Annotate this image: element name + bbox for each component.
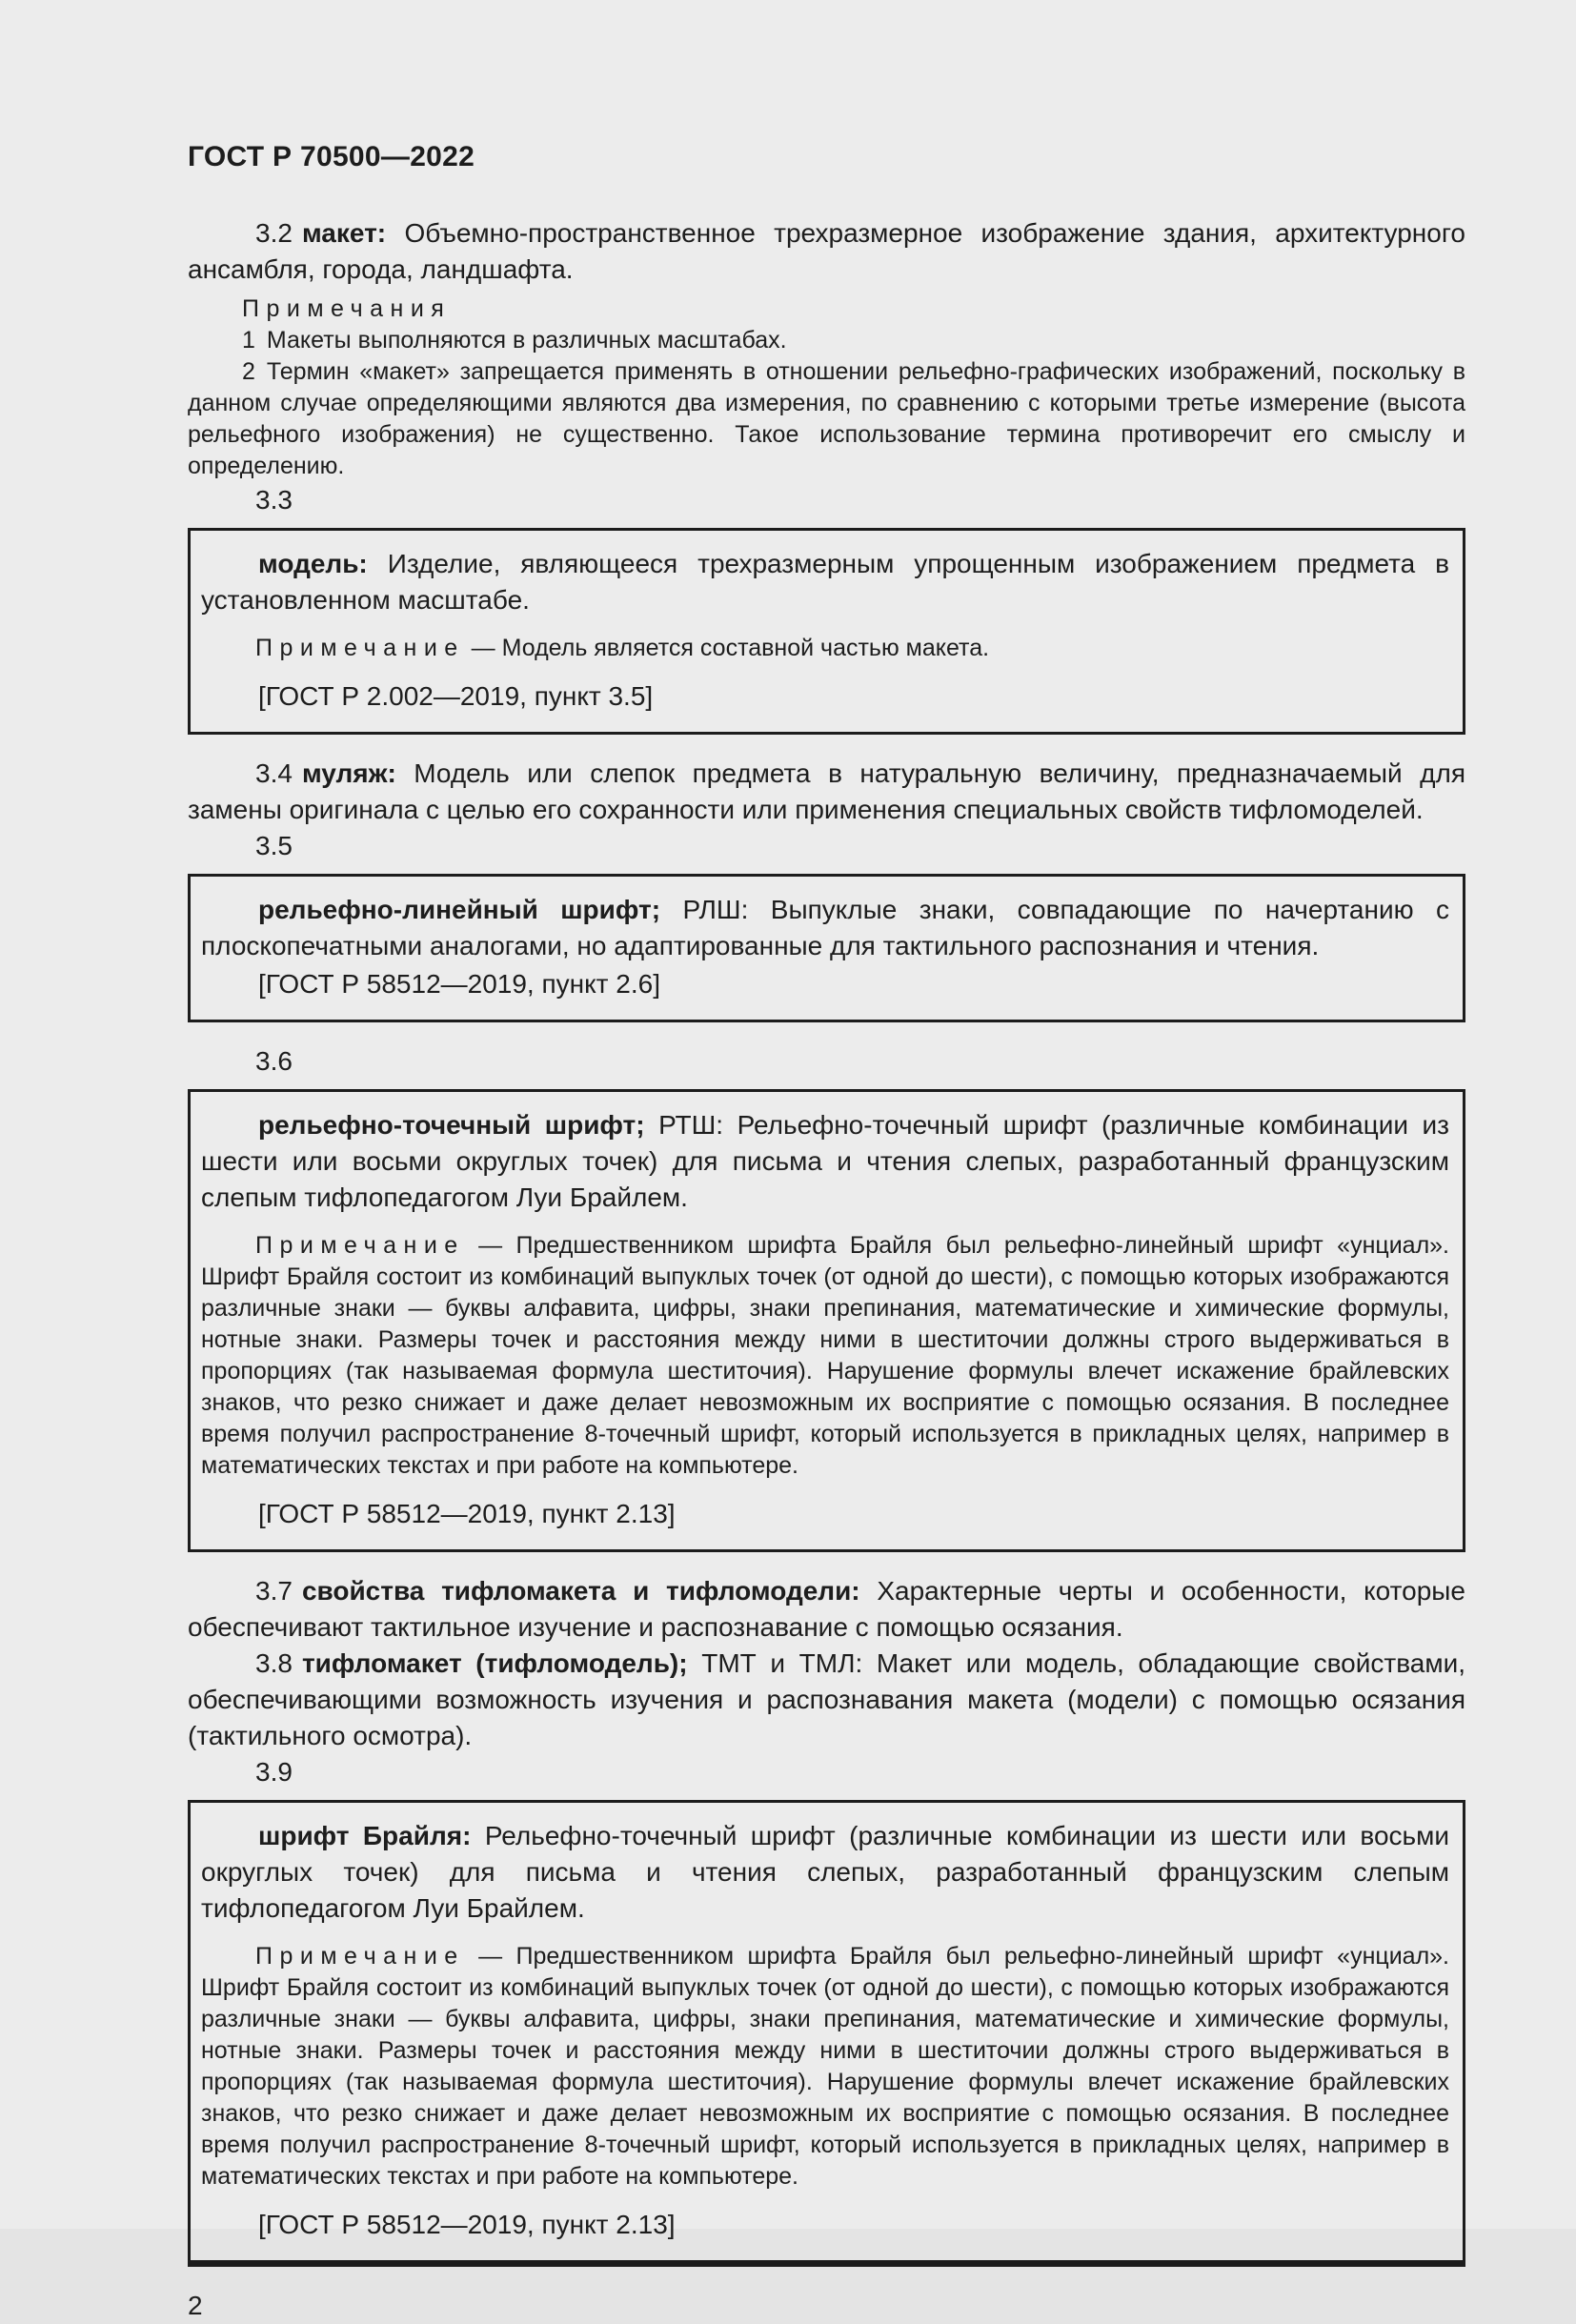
- page-number: 2: [188, 2291, 203, 2320]
- definition-model: [201, 546, 1449, 618]
- note-number: 1: [242, 327, 255, 354]
- term-tiflomaket: тифломакет (тифломодель);: [301, 1648, 688, 1678]
- note-label: Примечание: [255, 635, 465, 661]
- clause-number-3-9: 3.9: [255, 1757, 293, 1787]
- clause-definition: Характерные черты и особенности, которые обеспечивают тактильное изучение и распознавание с помощью осязания.: [188, 1576, 1465, 1642]
- source-reference: [ГОСТ Р 2.002—2019, пункт 3.5]: [258, 681, 654, 711]
- definition-text: Выпуклые знаки, совпадающие по начертанию с плоскопечатными аналогами, но адаптированные для тактильного распознания и чтения.: [201, 895, 1449, 960]
- note-dash: —: [478, 1943, 503, 1970]
- clause-definition: Объемно-пространственное трехразмерное изображение здания, архитектурного ансамбля, города, ландшафта.: [188, 218, 1465, 284]
- source-reference: [ГОСТ Р 58512—2019, пункт 2.13]: [258, 2210, 676, 2239]
- term-braille-font: шрифт Брайля:: [258, 1821, 472, 1850]
- note-dash: —: [478, 1232, 503, 1259]
- clause-3-2: [188, 215, 1465, 288]
- clause-number-3-3: 3.3: [255, 485, 293, 515]
- definition-text: Рельефно-точечный шрифт (различные комбинации из шести или восьми округлых точек) для письма и чтения слепых, разработанный французским слепым тифлопедагогом Луи Брайлем.: [201, 1110, 1450, 1212]
- term-model: модель:: [258, 549, 368, 578]
- note-item-1: [188, 325, 1465, 356]
- note-number: 2: [242, 358, 255, 385]
- note-text: Макеты выполняются в различных масштабах.: [266, 327, 787, 354]
- clause-number-3-6: 3.6: [255, 1046, 293, 1076]
- term-relief-dot-font: рельефно-точечный шрифт;: [258, 1110, 645, 1140]
- note-label: Примечание: [255, 1943, 465, 1970]
- note-text: Термин «макет» запрещается применять в отношении рельефно-графических изображений, поскольку в данном случае определяющими являются два измерения, по сравнению с которыми третье измерение (высота рельефного изображения) не существенно. Такое использование термина противоречит его смыслу и определению.: [188, 358, 1465, 479]
- source-reference: [ГОСТ Р 58512—2019, пункт 2.6]: [258, 969, 660, 999]
- clause-number: 3.7: [255, 1576, 293, 1606]
- note-text: Модель является составной частью макета.: [501, 635, 990, 661]
- boxed-definition-relief-dot-font: [188, 1089, 1465, 1552]
- box-note: [201, 1941, 1449, 2193]
- box-note: [201, 1230, 1449, 1482]
- clause-number-3-5: 3.5: [255, 831, 293, 860]
- note-text: Предшественником шрифта Брайля был рельефно-линейный шрифт «унциал». Шрифт Брайля состоит из комбинаций выпуклых точек (от одной до шести), с помощью которых изображаются различные знаки — буквы алфавита, цифры, знаки препинания, математические и химические формулы, нотные знаки. Размеры точек и расстояния между ними в шеститочии должны строго выдерживаться в пропорциях (так называемая формула шеститочия). Нарушение формулы влечет искажение брайлевских знаков, что резко снижает и даже делает невозможным их восприятие с помощью осязания. В последнее время получил распространение 8-точечный шрифт, который используется в прикладных целях, например в математических текстах и при работе на компьютере.: [201, 1232, 1450, 1479]
- term-relief-linear-font: рельефно-линейный шрифт;: [258, 895, 661, 924]
- clause-number: 3.2: [255, 218, 293, 248]
- definition-braille-font: [201, 1818, 1449, 1927]
- notes-title: Примечания: [242, 295, 452, 322]
- definition-relief-dot-font: [201, 1107, 1449, 1216]
- standard-designation-header: ГОСТ Р 70500—2022: [188, 141, 475, 172]
- clause-number: 3.8: [255, 1648, 293, 1678]
- source-reference: [ГОСТ Р 58512—2019, пункт 2.13]: [258, 1499, 676, 1528]
- box-note: [201, 633, 1449, 664]
- boxed-definition-model: [188, 528, 1465, 735]
- term-tiflomaket-properties: свойства тифломакета и тифломодели:: [301, 1576, 860, 1606]
- note-dash: —: [471, 635, 495, 661]
- definition-relief-linear-font: [201, 892, 1449, 964]
- term-abbr: РТШ:: [658, 1110, 724, 1140]
- boxed-definition-braille-font: [188, 1800, 1465, 2267]
- definition-text: Рельефно-точечный шрифт (различные комбинации из шести или восьми округлых точек) для письма и чтения слепых, разработанный французским слепым тифлопедагогом Луи Брайлем.: [201, 1821, 1450, 1923]
- page-content: [188, 141, 1465, 2324]
- term-mulyazh: муляж:: [301, 758, 396, 788]
- clause-3-8: [188, 1646, 1465, 1754]
- definition-text: Изделие, являющееся трехразмерным упрощенным изображением предмета в установленном масштабе.: [201, 549, 1449, 615]
- clause-3-7: [188, 1573, 1465, 1646]
- boxed-definition-relief-linear-font: [188, 874, 1465, 1022]
- term-abbr: РЛШ:: [682, 895, 749, 924]
- term-maket: макет:: [301, 218, 387, 248]
- clause-definition: Модель или слепок предмета в натуральную величину, предназначаемый для замены оригинала с целью его сохранности или применения специальных свойств тифломоделей.: [188, 758, 1465, 824]
- clause-3-4: [188, 756, 1465, 828]
- notes-block-3-2: [188, 293, 1465, 482]
- note-text: Предшественником шрифта Брайля был рельефно-линейный шрифт «унциал». Шрифт Брайля состоит из комбинаций выпуклых точек (от одной до шести), с помощью которых изображаются различные знаки — буквы алфавита, цифры, знаки препинания, математические и химические формулы, нотные знаки. Размеры точек и расстояния между ними в шеститочии должны строго выдерживаться в пропорциях (так называемая формула шеститочия). Нарушение формулы влечет искажение брайлевских знаков, что резко снижает и даже делает невозможным их восприятие с помощью осязания. В последнее время получил распространение 8-точечный шрифт, который используется в прикладных целях, например в математических текстах и при работе на компьютере.: [201, 1943, 1450, 2190]
- note-item-2: [188, 356, 1465, 482]
- clause-number: 3.4: [255, 758, 293, 788]
- clause-definition: Макет или модель, обладающие свойствами, обеспечивающими возможность изучения и распознавания макета (модели) с помощью осязания (тактильного осмотра).: [188, 1648, 1466, 1750]
- term-abbr: ТМТ и ТМЛ:: [701, 1648, 863, 1678]
- note-label: Примечание: [255, 1232, 465, 1259]
